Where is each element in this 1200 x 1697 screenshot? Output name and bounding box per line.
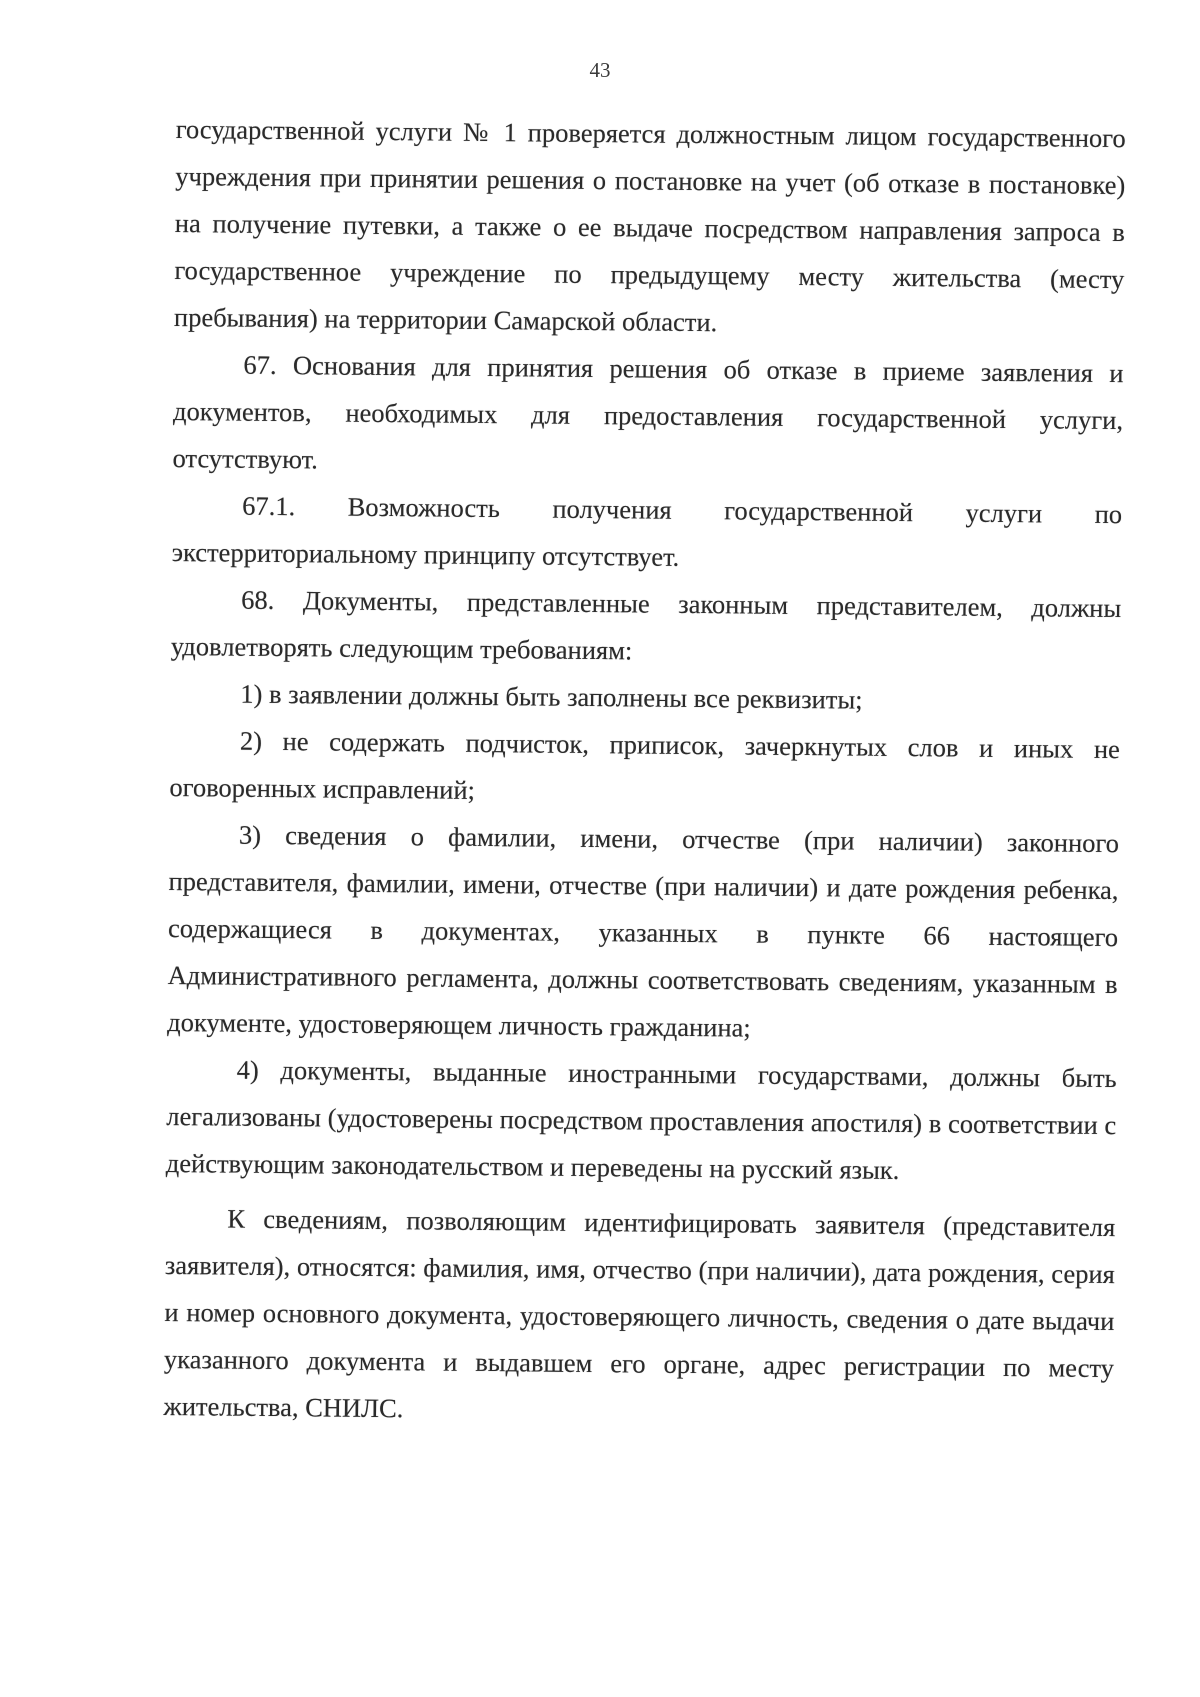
paragraph-68: 68. Документы, представленные законным представителем, должны удовлетворять следующим требованиям: (170, 584, 1122, 666)
paragraph-67: 67. Основания для принятия решения об отказе в приеме заявления и документов, необходимых для предоставления государственной услуги, отсутствуют. (172, 349, 1124, 475)
document-body (163, 106, 1126, 1439)
list-item-4: 4) документы, выданные иностранными государствами, должны быть легализованы (удостоверены посредством проставления апостиля) в соответствии с действующим законодательством и переведены на русский язык. (165, 1054, 1117, 1185)
paragraph-67-1: 67.1. Возможность получения государственной услуги по экстерриториальному принципу отсутствует. (171, 490, 1123, 572)
list-item-3: 3) сведения о фамилии, имени, отчестве (при наличии) законного представителя, фамилии, имени, отчестве (при наличии) и дате рождения ребенка, содержащиеся в документах, указанных в пункте 66 настоящего Административного регламента, должны соответствовать сведениям, указанным в документе, удостоверяющем личность гражданина; (167, 819, 1120, 1043)
paragraph-continuation: государственной услуги № 1 проверяется должностным лицом государственного учреждения при принятии решения о постановке на учет (об отказе в постановке) на получение путевки, а также о ее выдаче посредством направления запроса в государственное учреждение по предыдущему месту жительства (месту пребывания) на территории Самарской области. (173, 113, 1126, 338)
paragraph-identification: К сведениям, позволяющим идентифицировать заявителя (представителя заявителя), относятся: фамилия, имя, отчество (при наличии), дата рождения, серия и номер основного документа, удостоверяющего личность, сведения о дате выдачи указанного документа и выдавшем его органе, адрес регистрации по месту жительства, СНИЛС. (163, 1203, 1116, 1424)
list-item-2: 2) не содержать подчисток, приписок, зачеркнутых слов и иных не оговоренных исправлений; (169, 725, 1121, 805)
list-item-1: 1) в заявлении должны быть заполнены все реквизиты; (240, 678, 863, 715)
page-number: 43 (589, 58, 611, 82)
